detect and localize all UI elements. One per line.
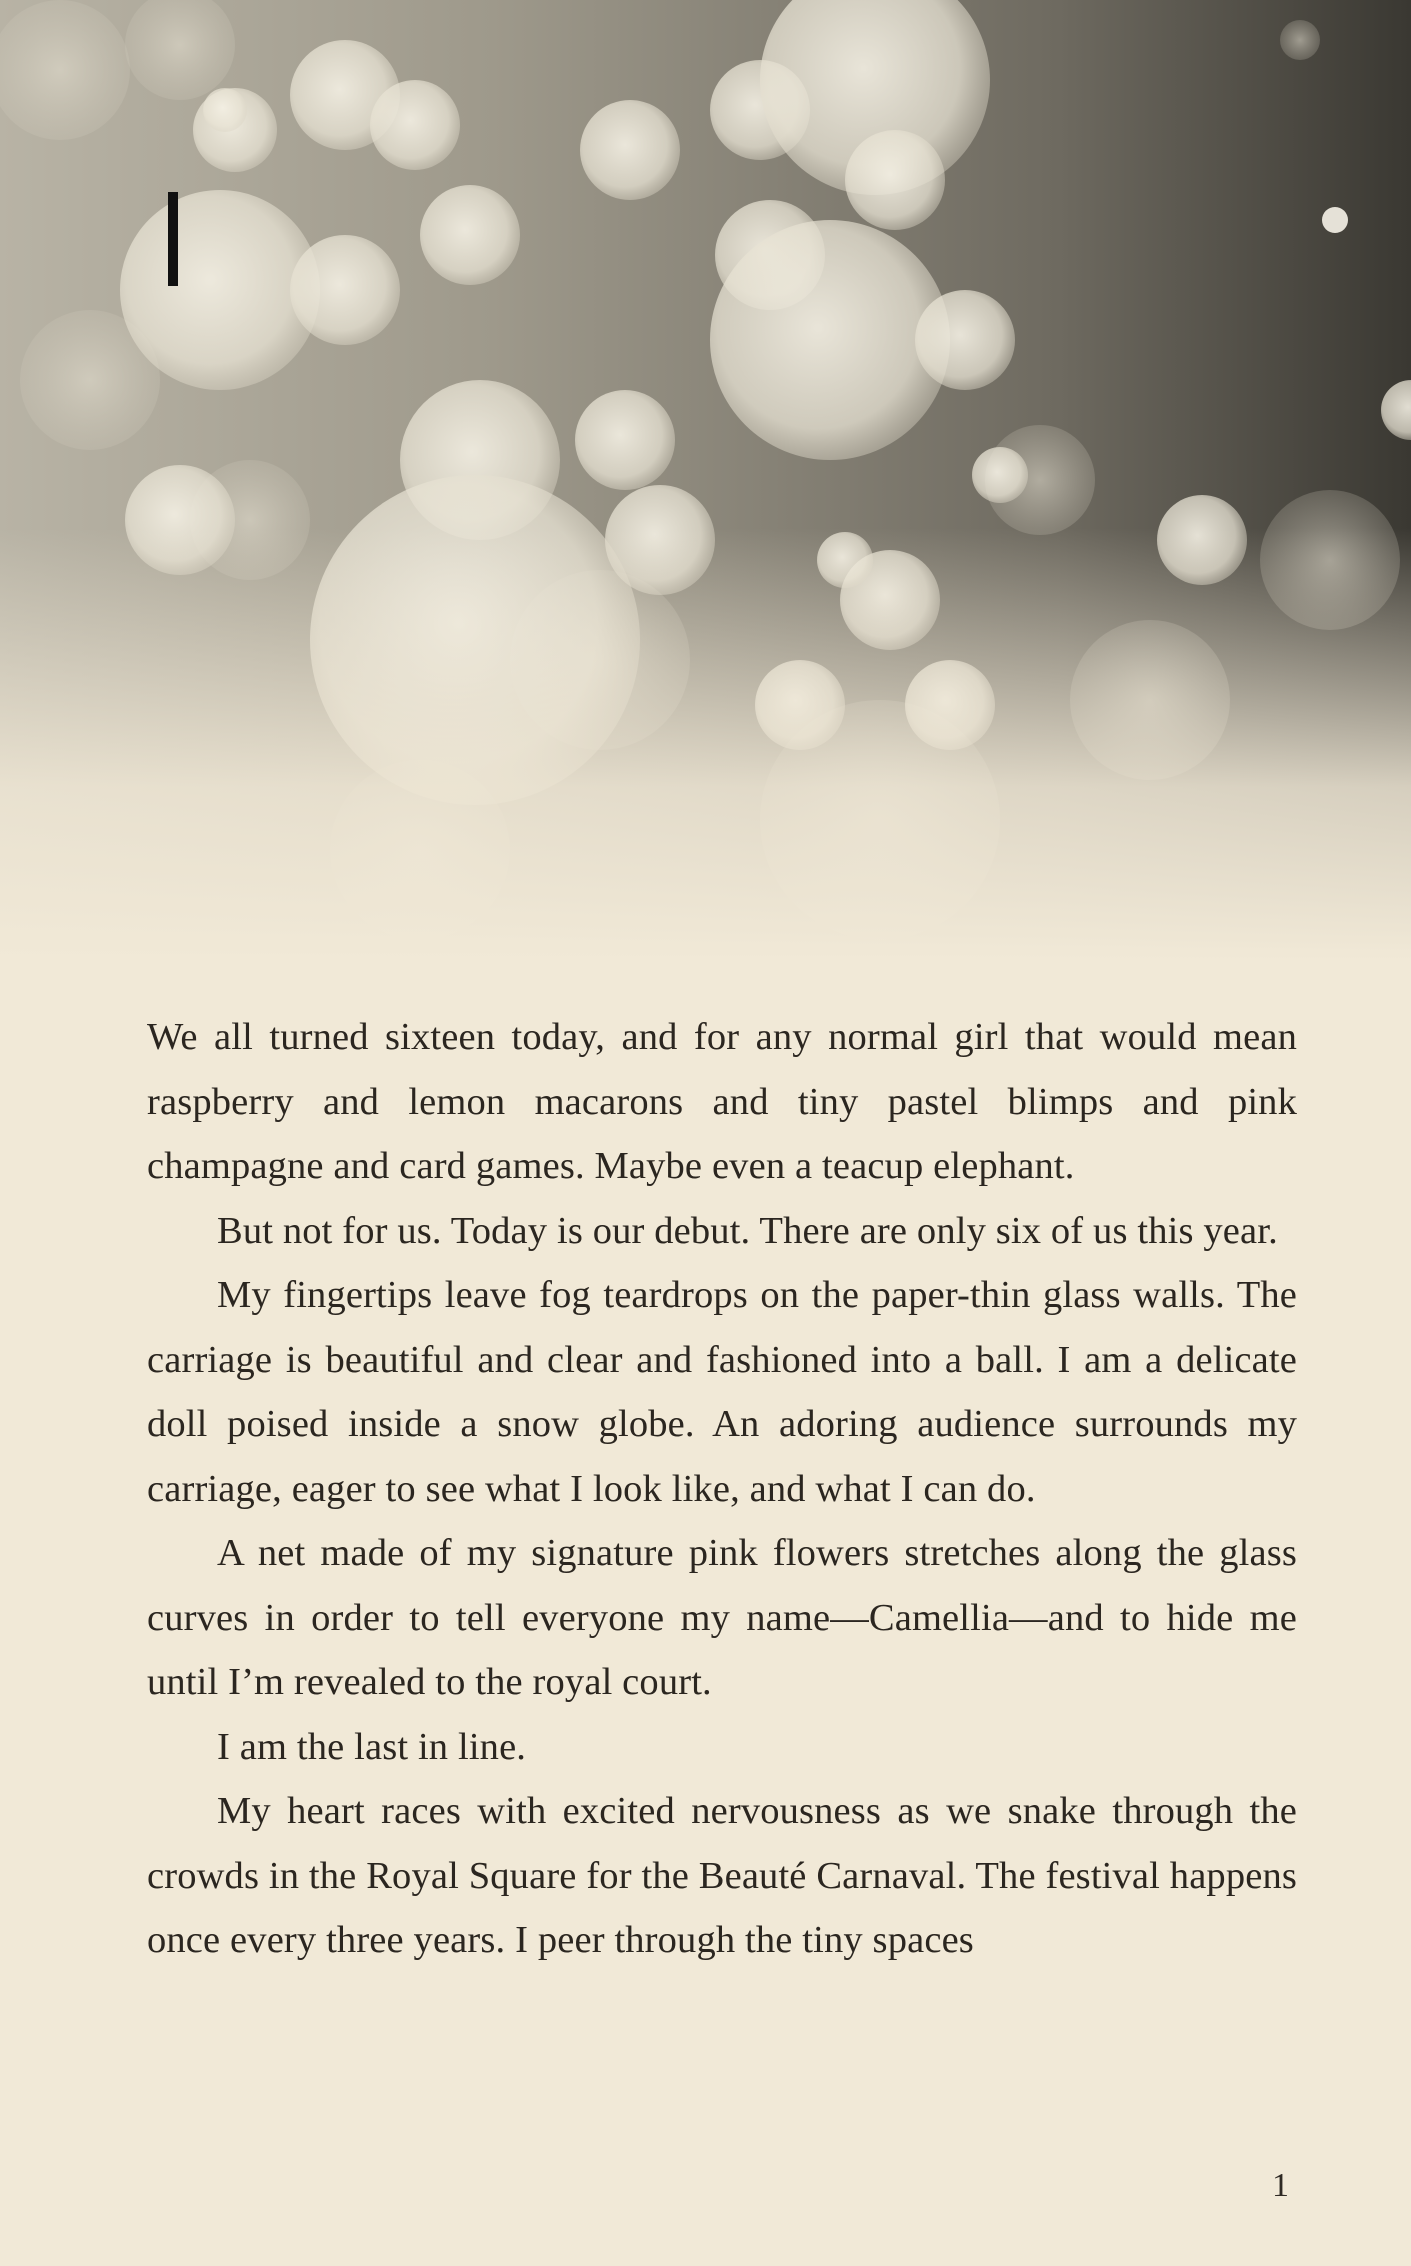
paragraph: A net made of my signature pink flowers stretches along the glass curves in order to tell everyone my name—Camellia—and to hide me until I’m revealed to the royal court. — [147, 1532, 1297, 1703]
chapter-body-text — [147, 1005, 1297, 1973]
paragraph: But not for us. Today is our debut. There are only six of us this year. — [217, 1209, 1278, 1252]
paragraph: My heart races with excited nervousness as we snake through the crowds in the Royal Square for the Beauté Carnaval. The festival happens once every three years. I peer through the tiny spaces — [147, 1790, 1297, 1961]
bokeh-header-illustration — [0, 0, 1411, 960]
paragraph: I am the last in line. — [217, 1725, 527, 1768]
paragraph: My fingertips leave fog teardrops on the paper-thin glass walls. The carriage is beautiful and clear and fashioned into a ball. I am a delicate doll poised inside a snow globe. An adoring audience surrounds my carriage, eager to see what I look like, and what I can do. — [147, 1274, 1297, 1510]
paragraph: We all turned sixteen today, and for any normal girl that would mean raspberry and lemon macarons and tiny pastel blimps and pink champagne and card games. Maybe even a teacup elephant. — [147, 1016, 1297, 1187]
page-number: 1 — [1272, 2167, 1289, 2204]
chapter-number-mark — [168, 192, 178, 286]
